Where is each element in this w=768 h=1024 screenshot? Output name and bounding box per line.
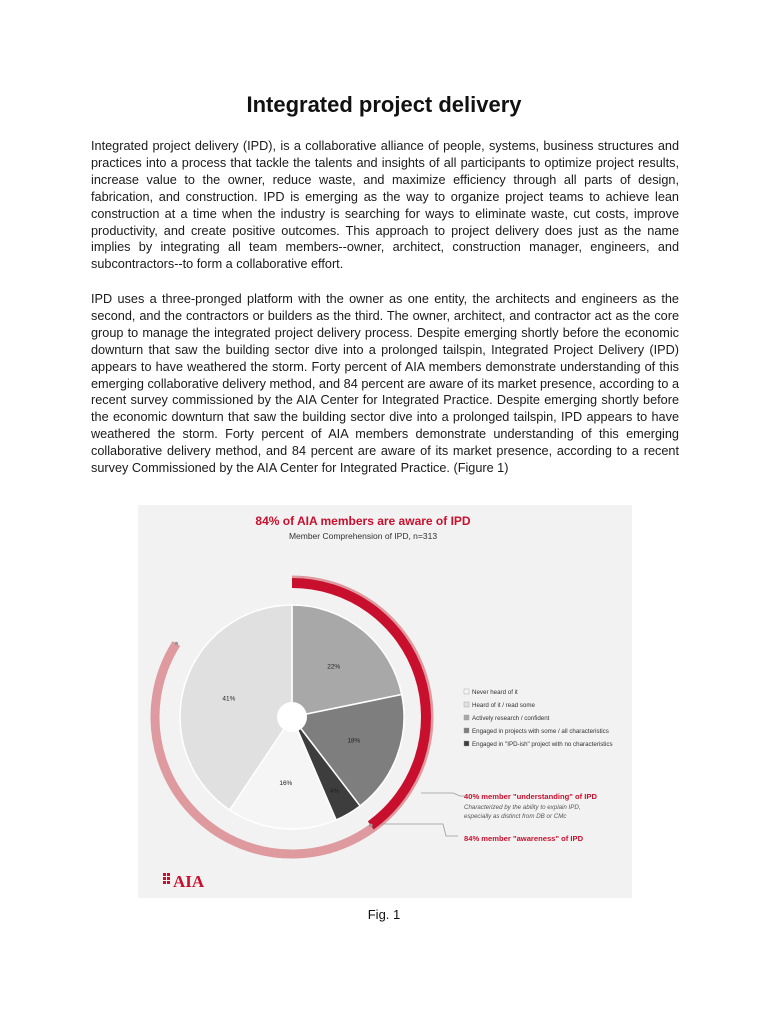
understanding-annotation-note-1: Characterized by the ability to explain IPD,: [464, 804, 581, 811]
paragraph-ipd-platform: IPD uses a three-pronged platform with the owner as one entity, the architects and engineers as the second, and the contractors or builders as the third. The owner, architect, and contractor act as the core group to manage the integrated project delivery process. Despite emerging shortly before the economic downturn that saw the building sector dive into a prolonged tailspin, Integrated Project Delivery (IPD) appears to have weathered the storm. Forty percent of AIA members demonstrate understanding of this emerging collaborative delivery method, and 84 percent are aware of its market presence, according to a recent survey commissioned by the AIA Center for Integrated Practice. Despite emerging shortly before the economic downturn that saw the building sector dive into a prolonged tailspin, IPD appears to have weathered the storm. Forty percent of AIA members demonstrate understanding of this emerging collaborative delivery method, and 84 percent are aware of its market presence, according to a recent survey Commissioned by the AIA Center for Integrated Practice. (Figure 1): [91, 292, 679, 476]
awareness-leader-line: [381, 824, 458, 836]
figure-caption: Fig. 1: [367, 907, 401, 922]
awareness-annotation-title: 84% member "awareness" of IPD: [464, 834, 584, 843]
pie-label-heard-of-it-read-some: 41%: [222, 695, 236, 703]
pie-label-engaged-in-projects-with-some-all-characteristics: 18%: [347, 737, 361, 745]
pie-center-hole: [277, 702, 307, 732]
understanding-arc-end-dot: [369, 824, 373, 828]
legend-swatch-heard-read: [464, 702, 469, 707]
legend-label-never-heard: Never heard of it: [472, 689, 518, 696]
aia-logo: [163, 872, 205, 891]
understanding-annotation-note-2: especially as distinct from DB or CMc: [464, 813, 567, 820]
legend-swatch-ipd-ish: [464, 741, 469, 746]
understanding-annotation-title: 40% member "understanding" of IPD: [464, 792, 597, 801]
document-title: Integrated project delivery: [246, 92, 522, 117]
aia-logo-text: AIA: [173, 872, 205, 891]
legend-label-actively-research: Actively research / confident: [472, 715, 550, 722]
chart-legend: [464, 689, 613, 748]
pie-label-engaged-in-ipd-ish-project-with-no-characteristics: 4%: [330, 787, 340, 795]
pie-label-actively-research-confident: 22%: [327, 663, 341, 671]
chart-subtitle: Member Comprehension of IPD, n=313: [288, 531, 438, 541]
legend-swatch-actively-research: [464, 715, 469, 720]
legend-label-engaged-projects: Engaged in projects with some / all characteristics: [472, 728, 609, 735]
pie-label-never-heard-of-it: 16%: [279, 780, 293, 788]
awareness-arc-end-dot: [175, 642, 179, 646]
paragraph-intro: Integrated project delivery (IPD), is a collaborative alliance of people, systems, business structures and practices into a process that tackle the talents and insights of all participants to optimize project results, increase value to the owner, reduce waste, and maximize efficiency through all parts of design, fabrication, and construction. IPD is emerging as the way to organize project teams to achieve lean construction at a time when the industry is searching for ways to eliminate waste, cut costs, improve productivity, and create positive outcomes. This approach to project delivery does just as the name implies by integrating all team members--owner, architect, construction manager, engineers, and subcontractors--to form a collaborative effort.: [91, 139, 679, 272]
legend-label-heard-read: Heard of it / read some: [472, 702, 535, 709]
legend-label-ipd-ish: Engaged in "IPD-ish" project with no characteristics: [472, 741, 613, 748]
understanding-leader-line: [421, 793, 466, 796]
legend-swatch-engaged-projects: [464, 728, 469, 733]
legend-swatch-never-heard: [464, 689, 469, 694]
figure-panel: [138, 505, 632, 898]
ipd-chart: [138, 505, 632, 898]
chart-title: 84% of AIA members are aware of IPD: [255, 514, 471, 528]
